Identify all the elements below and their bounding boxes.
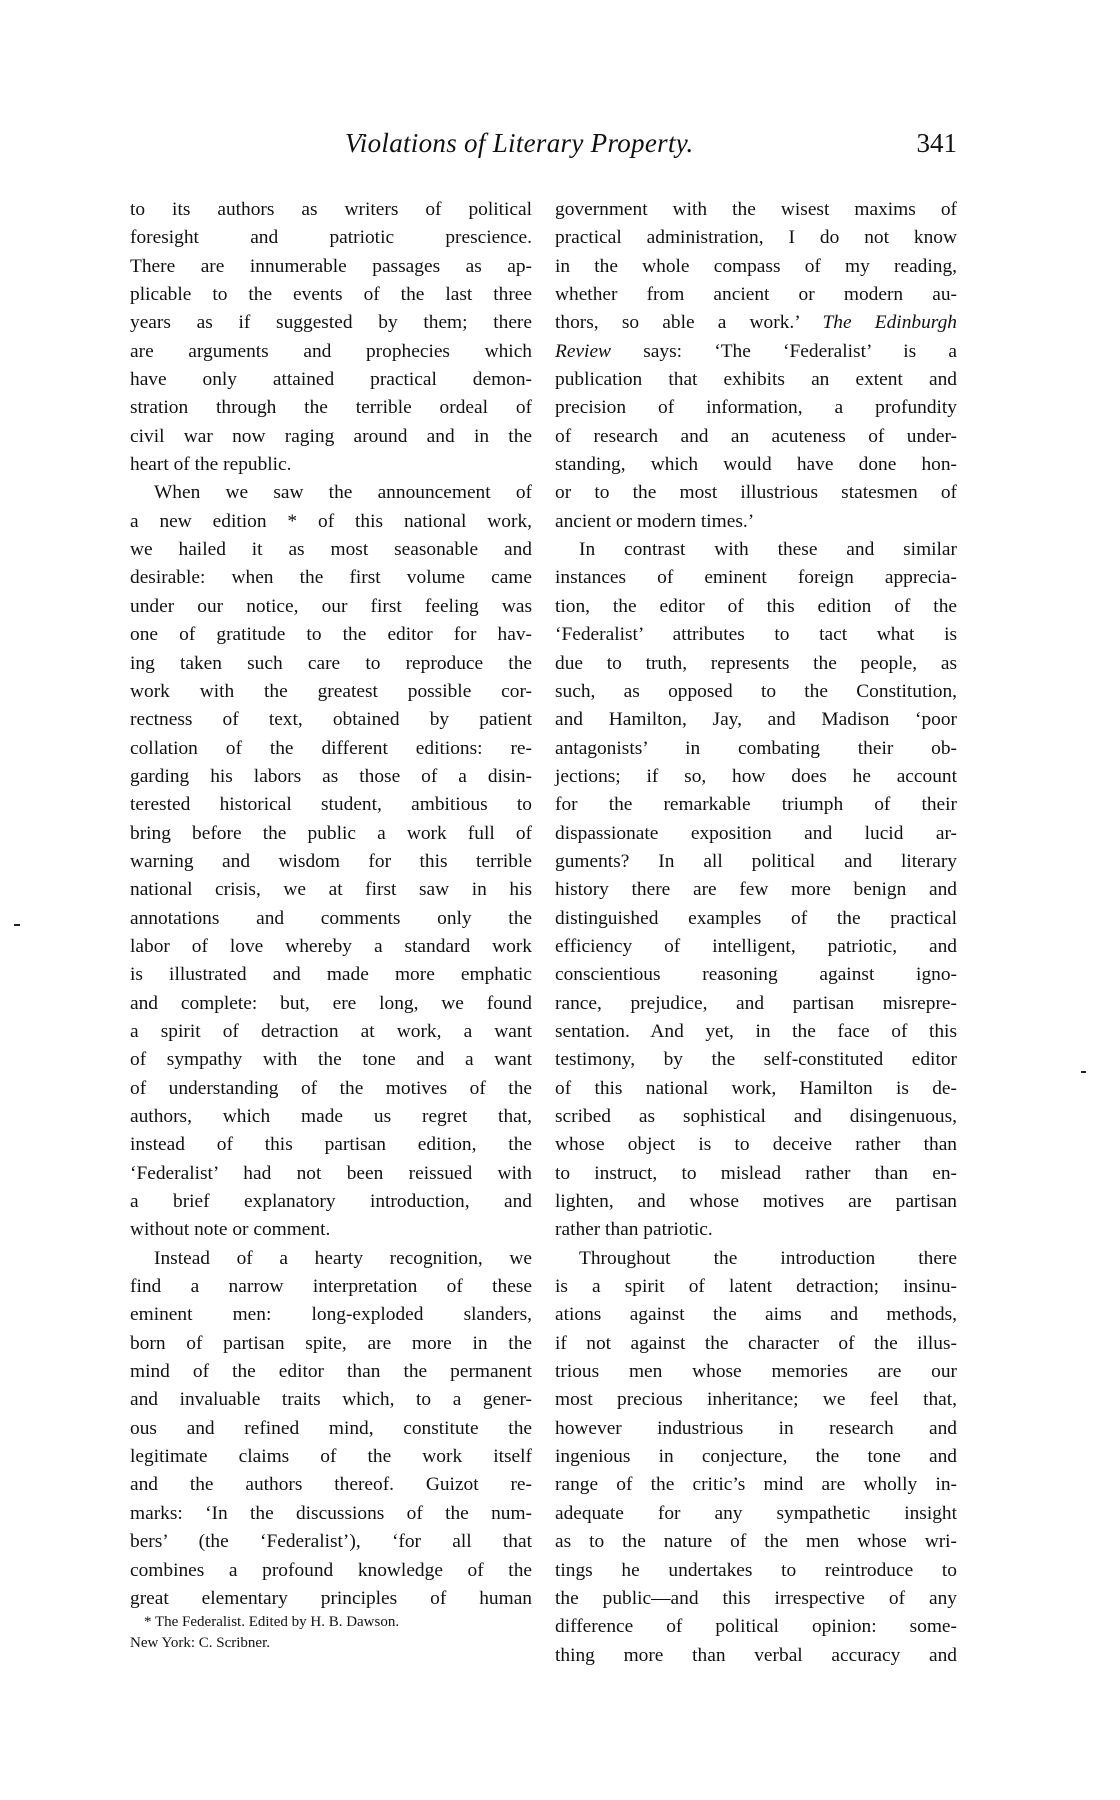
text-line: authors, which made us regret that, bbox=[130, 1106, 532, 1127]
text-line: of sympathy with the tone and a want bbox=[130, 1049, 532, 1071]
text-line: rectness of text, obtained by patient bbox=[130, 709, 532, 731]
text-line: antagonists’ in combating their ob- bbox=[555, 737, 957, 759]
text-line: years as if suggested by them; there bbox=[130, 312, 532, 334]
running-title: Violations of Literary Property. bbox=[345, 128, 694, 158]
text-line: bers’ (the ‘Federalist’), ‘for all that bbox=[130, 1531, 532, 1553]
text-line: heart of the republic. bbox=[130, 454, 292, 476]
text-line: legitimate claims of the work itself bbox=[130, 1446, 532, 1468]
text-line: most precious inheritance; we feel that, bbox=[555, 1389, 957, 1411]
text-line: instead of this partisan edition, the bbox=[130, 1134, 532, 1156]
text-line: range of the critic’s mind are wholly in- bbox=[555, 1474, 957, 1496]
text-line: ous and refined mind, constitute the bbox=[130, 1417, 532, 1439]
text-line: of research and an acuteness of under- bbox=[555, 425, 957, 447]
text-line: eminent men: long-exploded slanders, bbox=[130, 1304, 532, 1326]
text-line: a spirit of detraction at work, a want bbox=[130, 1020, 532, 1042]
text-line: terested historical student, ambitious to bbox=[130, 794, 532, 816]
text-line: labor of love whereby a standard work bbox=[130, 935, 532, 957]
text-line: however industrious in research and bbox=[555, 1417, 957, 1439]
text-line: and Hamilton, Jay, and Madison ‘poor bbox=[555, 709, 957, 731]
scan-mark-right bbox=[1081, 1071, 1086, 1073]
text-line: ‘Federalist’ had not been reissued with bbox=[130, 1162, 532, 1184]
text-line: distinguished examples of the practical bbox=[555, 907, 957, 929]
text-line: standing, which would have done hon- bbox=[555, 454, 957, 476]
text-line: sentation. And yet, in the face of this bbox=[555, 1020, 957, 1042]
right-column bbox=[555, 196, 957, 1670]
text-line: Throughout the introduction there bbox=[579, 1247, 957, 1269]
text-line: find a narrow interpretation of these bbox=[130, 1276, 532, 1298]
text-line: collation of the different editions: re- bbox=[130, 737, 532, 759]
text-line: of this national work, Hamilton is de- bbox=[555, 1077, 957, 1099]
text-line: garding his labors as those of a disin- bbox=[130, 765, 532, 787]
text-line: lighten, and whose motives are partisan bbox=[555, 1191, 957, 1213]
text-line: in the whole compass of my reading, bbox=[555, 255, 957, 277]
text-line: such, as opposed to the Constitution, bbox=[555, 680, 957, 702]
text-line: a new edition * of this national work, bbox=[130, 510, 532, 532]
text-line: to instruct, to mislead rather than en- bbox=[555, 1162, 957, 1184]
text-line: or to the most illustrious statesmen of bbox=[555, 482, 957, 504]
text-line: of understanding of the motives of the bbox=[130, 1077, 532, 1099]
text-line: thing more than verbal accuracy and bbox=[555, 1644, 957, 1666]
text-line: and complete: but, ere long, we found bbox=[130, 992, 532, 1014]
text-line: whether from ancient or modern au- bbox=[555, 284, 957, 306]
text-line: desirable: when the first volume came bbox=[130, 567, 532, 589]
text-line: trious men whose memories are our bbox=[555, 1361, 957, 1383]
text-line: national crisis, we at first saw in his bbox=[130, 879, 532, 901]
text-line: tion, the editor of this edition of the bbox=[555, 595, 957, 617]
text-line: testimony, by the self-constituted editor bbox=[555, 1049, 957, 1071]
text-line: thors, so able a work.’ The Edinburgh bbox=[555, 312, 957, 334]
running-head bbox=[130, 128, 957, 168]
text-line: instances of eminent foreign apprecia- bbox=[555, 567, 957, 589]
text-line: conscientious reasoning against igno- bbox=[555, 964, 957, 986]
text-line: to its authors as writers of political bbox=[130, 199, 532, 220]
text-line: one of gratitude to the editor for hav- bbox=[130, 624, 532, 646]
text-line: if not against the character of the illus- bbox=[555, 1332, 957, 1354]
text-line: without note or comment. bbox=[130, 1219, 331, 1241]
text-line: When we saw the announcement of bbox=[154, 482, 532, 504]
text-line: tings he undertakes to reintroduce to bbox=[555, 1559, 957, 1581]
footnote-line: New York: C. Scribner. bbox=[130, 1635, 271, 1651]
left-column bbox=[130, 196, 532, 1613]
text-line: we hailed it as most seasonable and bbox=[130, 539, 532, 561]
text-line: civil war now raging around and in the bbox=[130, 425, 532, 447]
text-line: efficiency of intelligent, patriotic, and bbox=[555, 935, 957, 957]
text-line: plicable to the events of the last three bbox=[130, 284, 532, 306]
text-line: adequate for any sympathetic insight bbox=[555, 1502, 957, 1524]
footnote-line: * The Federalist. Edited by H. B. Dawson. bbox=[144, 1614, 400, 1630]
text-line: foresight and patriotic prescience. bbox=[130, 227, 532, 249]
text-line: ingenious in conjecture, the tone and bbox=[555, 1446, 957, 1468]
text-line: jections; if so, how does he account bbox=[555, 765, 957, 787]
text-line: practical administration, I do not know bbox=[555, 227, 957, 249]
text-line: Instead of a hearty recognition, we bbox=[154, 1247, 532, 1269]
text-line: and invaluable traits which, to a gener- bbox=[130, 1389, 532, 1411]
text-line: publication that exhibits an extent and bbox=[555, 369, 957, 391]
text-line: great elementary principles of human bbox=[130, 1587, 532, 1609]
text-line: scribed as sophistical and disingenuous, bbox=[555, 1106, 957, 1127]
text-line: the public—and this irrespective of any bbox=[555, 1587, 957, 1609]
text-line: history there are few more benign and bbox=[555, 879, 957, 901]
text-line: ancient or modern times.’ bbox=[555, 510, 755, 532]
text-line: annotations and comments only the bbox=[130, 907, 532, 929]
text-line: mind of the editor than the permanent bbox=[130, 1361, 532, 1383]
text-line: precision of information, a profundity bbox=[555, 397, 957, 419]
text-line: ing taken such care to reproduce the bbox=[130, 652, 532, 674]
text-line: ‘Federalist’ attributes to tact what is bbox=[555, 624, 957, 646]
text-line: marks: ‘In the discussions of the num- bbox=[130, 1502, 532, 1524]
text-line: have only attained practical demon- bbox=[130, 369, 532, 391]
text-line: warning and wisdom for this terrible bbox=[130, 850, 532, 872]
text-line: is illustrated and made more emphatic bbox=[130, 964, 532, 986]
text-line: under our notice, our first feeling was bbox=[130, 595, 532, 617]
text-line: bring before the public a work full of bbox=[130, 822, 532, 844]
text-line: In contrast with these and similar bbox=[579, 539, 957, 561]
page-number: 341 bbox=[916, 128, 957, 158]
scan-mark-left bbox=[14, 924, 20, 926]
text-line: and the authors thereof. Guizot re- bbox=[130, 1474, 532, 1496]
text-line: rance, prejudice, and partisan misrepre- bbox=[555, 992, 957, 1014]
footnote bbox=[130, 1612, 532, 1654]
text-line: whose object is to deceive rather than bbox=[555, 1134, 957, 1156]
text-line: a brief explanatory introduction, and bbox=[130, 1191, 532, 1213]
text-line: born of partisan spite, are more in the bbox=[130, 1332, 532, 1354]
text-line: combines a profound knowledge of the bbox=[130, 1559, 532, 1581]
text-line: stration through the terrible ordeal of bbox=[130, 397, 532, 419]
text-line: guments? In all political and literary bbox=[555, 850, 957, 872]
text-line: work with the greatest possible cor- bbox=[130, 680, 532, 702]
text-line: is a spirit of latent detraction; insinu- bbox=[555, 1276, 957, 1298]
text-line: There are innumerable passages as ap- bbox=[130, 255, 532, 277]
text-line: for the remarkable triumph of their bbox=[555, 794, 957, 816]
text-line: difference of political opinion: some- bbox=[555, 1616, 957, 1638]
text-line: are arguments and prophecies which bbox=[130, 340, 532, 362]
text-line: ations against the aims and methods, bbox=[555, 1304, 957, 1326]
text-line: due to truth, represents the people, as bbox=[555, 652, 957, 674]
text-line: government with the wisest maxims of bbox=[555, 199, 957, 220]
text-line: rather than patriotic. bbox=[555, 1219, 713, 1241]
text-line: Review says: ‘The ‘Federalist’ is a bbox=[555, 340, 957, 362]
text-line: as to the nature of the men whose wri- bbox=[555, 1531, 957, 1553]
text-line: dispassionate exposition and lucid ar- bbox=[555, 822, 957, 844]
